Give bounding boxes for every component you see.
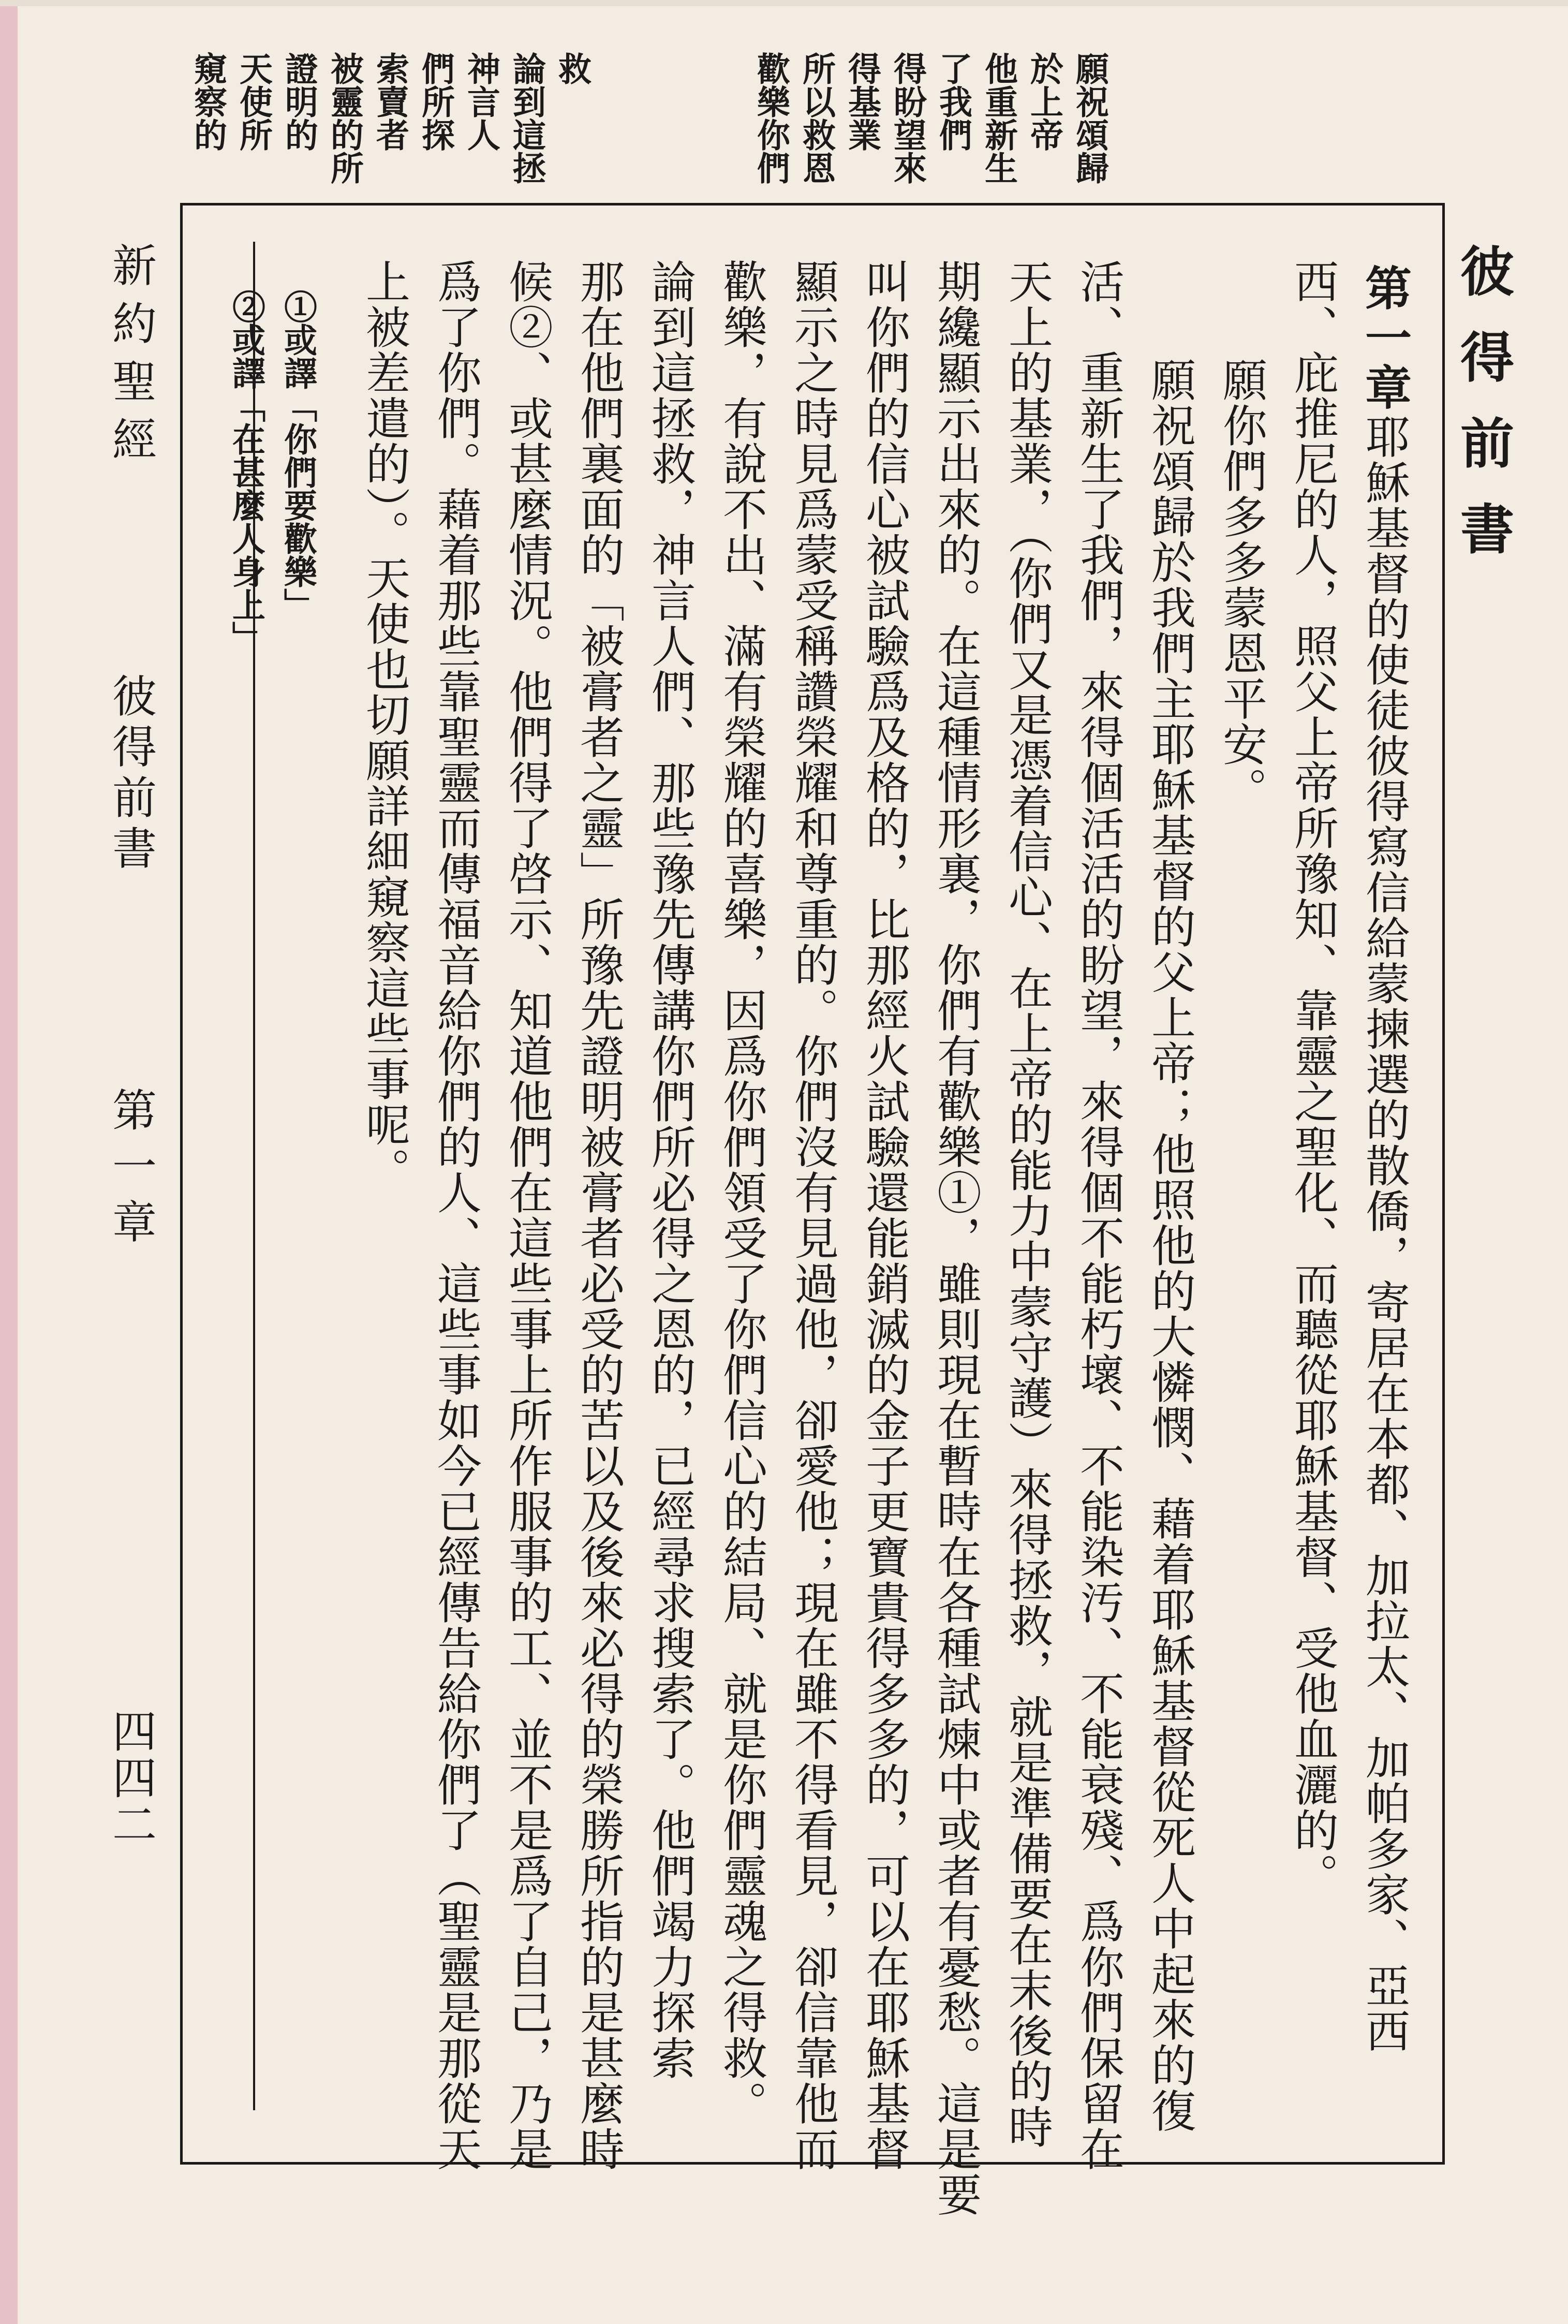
page-top-edge xyxy=(0,0,1568,6)
text-column: 歡樂，有說不出、滿有榮耀的喜樂，因爲你們領受了你們信心的結局、就是你們靈魂之得救。 xyxy=(715,259,767,2126)
text-column: 候②、或甚麼情況。他們得了啓示、知道他們在這些事上所作服事的工、並不是爲了自己，乃是 xyxy=(501,259,553,2172)
book-title: 彼得前書 xyxy=(1451,243,1515,587)
footnote: ①或譯「你們要歡樂」 xyxy=(278,290,317,621)
sidenote: 他重新生 xyxy=(979,52,1018,184)
sidenote: 證明的 xyxy=(279,52,318,151)
running-chapter: 第一章 xyxy=(105,1087,156,1255)
running-title: 新約聖經 xyxy=(105,242,156,474)
sidenote: 天使所 xyxy=(234,52,273,151)
text-column: 願你們多多蒙恩平安。 xyxy=(1215,357,1267,813)
sidenote: 救 xyxy=(553,52,591,85)
text-column: 顯示之時見爲蒙受稱讚榮耀和尊重的。你們沒有見過他，卻愛他；現在雖不得看見，卻信靠他而 xyxy=(787,259,838,2172)
text-column: 耶穌基督的使徒彼得寫信給蒙揀選的散僑，寄居在本都、加拉太、加帕多家、亞西 xyxy=(1358,414,1410,2054)
sidenotes-right xyxy=(743,52,1107,202)
text-column: 那在他們裏面的「被膏者之靈」所豫先證明被膏者必受的苦以及後來必得的榮勝所指的是甚麼時 xyxy=(572,259,624,2172)
sidenote: 論到這拯 xyxy=(507,52,546,184)
sidenote: 窺察的 xyxy=(188,52,227,151)
sidenote: 被靈的所 xyxy=(325,52,364,184)
sidenotes-left xyxy=(180,52,590,202)
sidenote: 索賣者 xyxy=(371,52,409,151)
running-book: 彼得前書 xyxy=(105,673,156,876)
page-edge xyxy=(0,0,18,2324)
text-column: 叫你們的信心被試驗爲及格的，比那經火試驗還能銷滅的金子更寶貴得多多的，可以在耶穌基督 xyxy=(858,259,910,2172)
sidenote: 於上帝 xyxy=(1025,52,1063,151)
text-column: 爲了你們。藉着那些靠聖靈而傳福音給你們的人、這些事如今已經傳告給你們了（聖靈是那從天 xyxy=(430,259,481,2172)
text-column: 期纔顯示出來的。在這種情形裏，你們有歡樂①，雖則現在暫時在各種試煉中或者有憂愁。這是要 xyxy=(929,259,981,2217)
page-number: 四四二 xyxy=(105,1708,156,1848)
chapter-heading: 第一章 xyxy=(1357,264,1412,413)
footnotes xyxy=(212,290,316,654)
text-column: 活、重新生了我們，來得個活活的盼望，來得個不能朽壞、不能染汚、不能衰殘、爲你們保留在 xyxy=(1072,259,1124,2172)
sidenote: 了我們 xyxy=(934,52,972,151)
text-column: 願祝頌歸於我們主耶穌基督的父上帝；他照他的大憐憫、藉着耶穌基督從死人中起來的復 xyxy=(1144,357,1195,2134)
sidenote: 得盼望來 xyxy=(888,52,927,184)
sidenote: 所以救恩 xyxy=(797,52,836,184)
scripture-text xyxy=(336,259,1410,2217)
sidenote: 歡樂你們 xyxy=(751,52,790,184)
sidenote: 願祝頌歸 xyxy=(1070,52,1109,184)
text-column: 上被差遣的）。天使也切願詳細窺察這些事呢。 xyxy=(358,259,410,1193)
sidenote: 得基業 xyxy=(842,52,881,151)
footnote: ②或譯「在甚麼人身上」 xyxy=(227,290,265,654)
text-column: 西、庇推尼的人，照父上帝所豫知、靠靈之聖化、而聽從耶穌基督、受他血灑的。 xyxy=(1286,259,1338,1899)
sidenote: 們所探 xyxy=(416,52,455,151)
text-column: 論到這拯救，神言人們、那些豫先傳講你們所必得之恩的，已經尋求搜索了。他們竭力探索 xyxy=(644,259,696,2081)
text-column: 天上的基業，（你們又是憑着信心、在上帝的能力中蒙守護）來得拯救，就是準備要在末後的時 xyxy=(1001,259,1053,2150)
sidenote: 神言人 xyxy=(462,52,500,151)
